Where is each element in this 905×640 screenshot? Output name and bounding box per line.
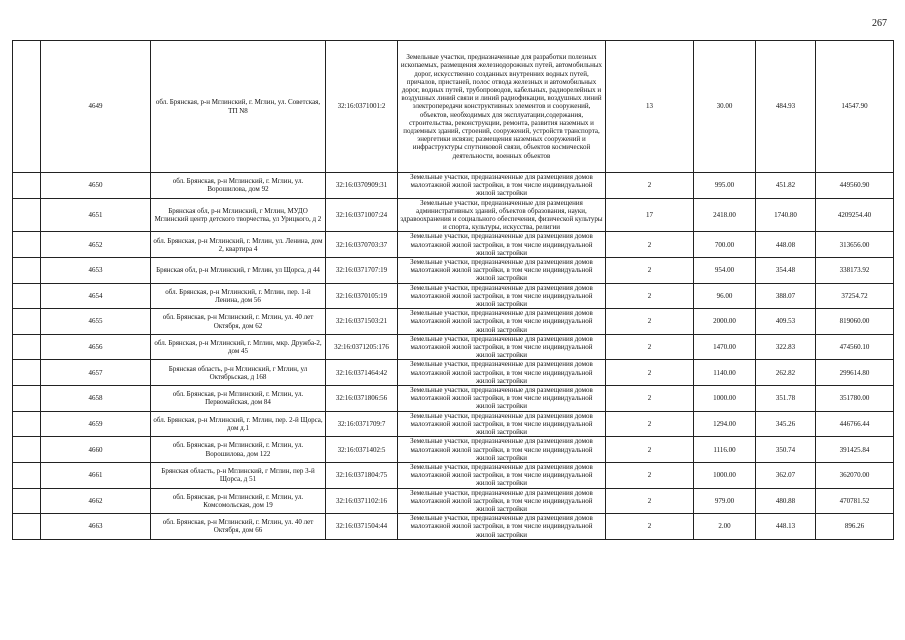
cadastral-number-cell: 32:16:0371001:2 [326,41,398,173]
cadastral-number-cell: 32:16:0371402:5 [326,437,398,463]
table-row [13,283,894,309]
cadastral-value-cell: 313656.00 [816,232,894,258]
specific-value-cell: 388.07 [756,283,816,309]
cadastral-number-cell: 32:16:0371503:21 [326,309,398,335]
cadastral-number-cell: 32:16:0371804:75 [326,462,398,488]
permitted-use-cell: Земельные участки, предназначенные для размещения домов малоэтажной жилой застройки, в том числе индивидуальной жилой застройки [398,462,606,488]
specific-value-cell: 480.88 [756,488,816,514]
table-row [13,360,894,386]
address-cell: Брянская обл, р-н Мглинский, г Мглин, ул Щорса, д 44 [151,258,326,284]
row-number: 4649 [41,41,151,173]
permitted-use-cell: Земельные участки, предназначенные для размещения домов малоэтажной жилой застройки, в том числе индивидуальной жилой застройки [398,309,606,335]
group-cell: 2 [606,411,694,437]
cadastral-value-table [12,40,894,540]
row-number: 4650 [41,173,151,199]
cadastral-number-cell: 32:16:0371707:19 [326,258,398,284]
area-cell: 1116.00 [694,437,756,463]
blank-cell [13,232,41,258]
table-row [13,386,894,412]
area-cell: 700.00 [694,232,756,258]
specific-value-cell: 448.13 [756,514,816,540]
blank-cell [13,411,41,437]
group-cell: 2 [606,173,694,199]
cadastral-value-cell: 351780.00 [816,386,894,412]
cadastral-number-cell: 32:16:0371205:176 [326,334,398,360]
row-number: 4652 [41,232,151,258]
table-row [13,173,894,199]
group-cell: 2 [606,386,694,412]
row-number: 4657 [41,360,151,386]
group-cell: 2 [606,334,694,360]
area-cell: 1294.00 [694,411,756,437]
row-number: 4654 [41,283,151,309]
cadastral-value-cell: 299614.80 [816,360,894,386]
specific-value-cell: 322.83 [756,334,816,360]
group-cell: 2 [606,232,694,258]
cadastral-value-cell: 362070.00 [816,462,894,488]
table-row [13,198,894,232]
row-number: 4656 [41,334,151,360]
permitted-use-cell: Земельные участки, предназначенные для размещения домов малоэтажной жилой застройки, в том числе индивидуальной жилой застройки [398,386,606,412]
blank-cell [13,258,41,284]
address-cell: обл. Брянская, р-н Мглинский, г. Мглин, ул. Ворошилова, дом 122 [151,437,326,463]
blank-cell [13,173,41,199]
cadastral-number-cell: 32:16:0371007:24 [326,198,398,232]
blank-cell [13,198,41,232]
cadastral-number-cell: 32:16:0371709:7 [326,411,398,437]
address-cell: Брянская область, р-н Мглинский, г Мглин, ул Октябрьская, д 168 [151,360,326,386]
blank-cell [13,514,41,540]
area-cell: 954.00 [694,258,756,284]
group-cell: 2 [606,514,694,540]
row-number: 4651 [41,198,151,232]
blank-cell [13,334,41,360]
cadastral-number-cell: 32:16:0371102:16 [326,488,398,514]
cadastral-number-cell: 32:16:0371464:42 [326,360,398,386]
cadastral-number-cell: 32:16:0370909:31 [326,173,398,199]
address-cell: обл. Брянская, р-н Мглинский, г. Мглин, ул. Ворошилова, дом 92 [151,173,326,199]
blank-cell [13,41,41,173]
blank-cell [13,386,41,412]
group-cell: 2 [606,462,694,488]
row-number: 4661 [41,462,151,488]
table-row [13,232,894,258]
group-cell: 2 [606,258,694,284]
address-cell: обл. Брянская, р-н Мглинский, г. Мглин, ул. Первомайская, дом 84 [151,386,326,412]
permitted-use-cell: Земельные участки, предназначенные для размещения домов малоэтажной жилой застройки, в том числе индивидуальной жилой застройки [398,173,606,199]
cadastral-value-cell: 896.26 [816,514,894,540]
group-cell: 2 [606,437,694,463]
table-row [13,514,894,540]
permitted-use-cell: Земельные участки, предназначенные для размещения домов малоэтажной жилой застройки, в том числе индивидуальной жилой застройки [398,411,606,437]
permitted-use-cell: Земельные участки, предназначенные для размещения домов малоэтажной жилой застройки, в том числе индивидуальной жилой застройки [398,437,606,463]
area-cell: 1470.00 [694,334,756,360]
table-row [13,309,894,335]
blank-cell [13,488,41,514]
specific-value-cell: 448.08 [756,232,816,258]
cadastral-value-cell: 819060.00 [816,309,894,335]
group-cell: 13 [606,41,694,173]
page-number: 267 [872,18,887,29]
cadastral-number-cell: 32:16:0370703:37 [326,232,398,258]
specific-value-cell: 262.82 [756,360,816,386]
address-cell: обл. Брянская, р-н Мглинский, г. Мглин, ул. Советская, ТП N8 [151,41,326,173]
permitted-use-cell: Земельные участки, предназначенные для размещения домов малоэтажной жилой застройки, в том числе индивидуальной жилой застройки [398,488,606,514]
permitted-use-cell: Земельные участки, предназначенные для размещения административных зданий, объектов образования, науки, здравоохранения и социального обеспечения, физической культуры и спорта, культуры, искусства, религии [398,198,606,232]
area-cell: 1140.00 [694,360,756,386]
area-cell: 2418.00 [694,198,756,232]
area-cell: 30.00 [694,41,756,173]
address-cell: обл. Брянская, р-н Мглинский, г. Мглин, ул. Комсомольская, дом 19 [151,488,326,514]
blank-cell [13,309,41,335]
specific-value-cell: 362.07 [756,462,816,488]
cadastral-value-cell: 449560.90 [816,173,894,199]
table-row [13,258,894,284]
permitted-use-cell: Земельные участки, предназначенные для размещения домов малоэтажной жилой застройки, в том числе индивидуальной жилой застройки [398,334,606,360]
cadastral-value-cell: 338173.92 [816,258,894,284]
address-cell: обл. Брянская, р-н Мглинский, г. Мглин, пер. 2-й Щорса, дом д.1 [151,411,326,437]
row-number: 4663 [41,514,151,540]
specific-value-cell: 351.78 [756,386,816,412]
row-number: 4653 [41,258,151,284]
table-row [13,41,894,173]
area-cell: 2000.00 [694,309,756,335]
specific-value-cell: 350.74 [756,437,816,463]
row-number: 4655 [41,309,151,335]
address-cell: Брянская область, р-н Мглинский, г Мглин, пер 3-й Щорса, д 51 [151,462,326,488]
row-number: 4662 [41,488,151,514]
blank-cell [13,360,41,386]
address-cell: обл. Брянская, р-н Мглинский, г. Мглин, ул. 40 лет Октября, дом 66 [151,514,326,540]
area-cell: 2.00 [694,514,756,540]
row-number: 4659 [41,411,151,437]
permitted-use-cell: Земельные участки, предназначенные для размещения домов малоэтажной жилой застройки, в том числе индивидуальной жилой застройки [398,232,606,258]
row-number: 4658 [41,386,151,412]
address-cell: обл. Брянская, р-н Мглинский, г. Мглин, ул. 40 лет Октября, дом 62 [151,309,326,335]
area-cell: 96.00 [694,283,756,309]
permitted-use-cell: Земельные участки, предназначенные для разработки полезных ископаемых, размещения железнодорожных путей, автомобильных дорог, искусственно созданных внутренних водных путей, причалов, пристаней, полос отвода железных и автомобильных дорог, водных путей, трубопроводов, кабельных, радиорелейных и воздушных линий связи и линий радиофикации, воздушных линий электропередачи конструктивных элементов и сооружений, объектов, необходимых для эксплуатации,содержания, строительства, реконструкции, ремонта, развития наземных и подземных зданий, строений, сооружений, устройств транспорта, энергетики исвязи; размещения наземных сооружений и инфраструктуры спутниковой связи, объектов космической деятельности, военных объектов [398,41,606,173]
cadastral-value-cell: 474560.10 [816,334,894,360]
cadastral-value-cell: 470781.52 [816,488,894,514]
blank-cell [13,283,41,309]
permitted-use-cell: Земельные участки, предназначенные для размещения домов малоэтажной жилой застройки, в том числе индивидуальной жилой застройки [398,514,606,540]
table-row [13,462,894,488]
area-cell: 995.00 [694,173,756,199]
blank-cell [13,462,41,488]
address-cell: Брянская обл, р-н Мглинский, г Мглин, МУДО Мглинский центр детского творчества, ул Урицкого, д 2 [151,198,326,232]
address-cell: обл. Брянская, р-н Мглинский, г. Мглин, ул. Ленина, дом 2, квартира 4 [151,232,326,258]
group-cell: 2 [606,360,694,386]
cadastral-value-cell: 446766.44 [816,411,894,437]
specific-value-cell: 345.26 [756,411,816,437]
group-cell: 2 [606,283,694,309]
row-number: 4660 [41,437,151,463]
cadastral-number-cell: 32:16:0371806:56 [326,386,398,412]
cadastral-value-cell: 37254.72 [816,283,894,309]
area-cell: 1000.00 [694,462,756,488]
area-cell: 979.00 [694,488,756,514]
permitted-use-cell: Земельные участки, предназначенные для размещения домов малоэтажной жилой застройки, в том числе индивидуальной жилой застройки [398,258,606,284]
cadastral-value-cell: 4209254.40 [816,198,894,232]
specific-value-cell: 451.82 [756,173,816,199]
address-cell: обл. Брянская, р-н Мглинский, г. Мглин, пер. 1-й Ленина, дом 56 [151,283,326,309]
specific-value-cell: 354.48 [756,258,816,284]
group-cell: 2 [606,309,694,335]
specific-value-cell: 409.53 [756,309,816,335]
permitted-use-cell: Земельные участки, предназначенные для размещения домов малоэтажной жилой застройки, в том числе индивидуальной жилой застройки [398,360,606,386]
table-row [13,334,894,360]
table-row [13,488,894,514]
specific-value-cell: 1740.80 [756,198,816,232]
cadastral-number-cell: 32:16:0371504:44 [326,514,398,540]
permitted-use-cell: Земельные участки, предназначенные для размещения домов малоэтажной жилой застройки, в том числе индивидуальной жилой застройки [398,283,606,309]
table-row [13,437,894,463]
cadastral-value-cell: 391425.84 [816,437,894,463]
cadastral-value-cell: 14547.90 [816,41,894,173]
area-cell: 1000.00 [694,386,756,412]
cadastral-number-cell: 32:16:0370105:19 [326,283,398,309]
group-cell: 2 [606,488,694,514]
group-cell: 17 [606,198,694,232]
address-cell: обл. Брянская, р-н Мглинский, г. Мглин, мкр. Дружба-2, дом 45 [151,334,326,360]
blank-cell [13,437,41,463]
table-row [13,411,894,437]
specific-value-cell: 484.93 [756,41,816,173]
